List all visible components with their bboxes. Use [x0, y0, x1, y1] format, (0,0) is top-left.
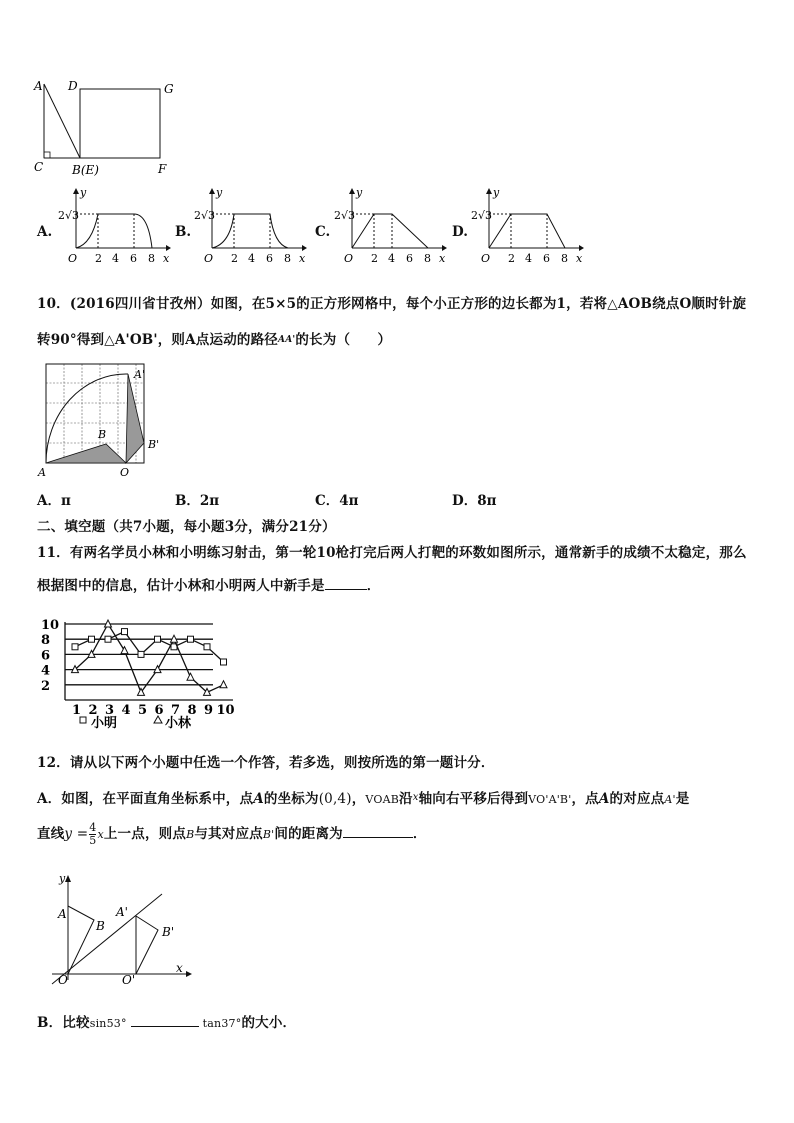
svg-text:6: 6 [130, 252, 137, 265]
legend-label-xiaolin: 小林 [165, 716, 192, 731]
x-tick-label: 5 [138, 703, 148, 718]
q11-line-chart [33, 610, 233, 740]
y-tick-label: 10 [41, 618, 60, 633]
svg-text:8: 8 [561, 252, 568, 265]
svg-text:O: O [204, 252, 214, 265]
q12-a-line2: 直线y = $\frac{4}{5}$ x上一点，则点B与其对应点B'间的距离为 ． [37, 821, 427, 847]
series-line-1 [75, 624, 224, 692]
svg-text:4: 4 [248, 252, 255, 265]
svg-text:2: 2 [231, 252, 238, 265]
label-G: G [164, 82, 174, 96]
top-figure [30, 76, 190, 180]
graph-option-a-letter[interactable]: A. [37, 224, 53, 240]
q10-line1: 10．(2016四川省甘孜州）如图，在5×5的正方形网格中，每个小正方形的边长都为1，若将△AOB绕点O顺时针旋 [37, 296, 747, 312]
svg-text:B: B [98, 428, 107, 441]
q11-line1: 11．有两名学员小林和小明练习射击，第一轮10枪打完后两人打靶的环数如图所示，通常新手的成绩不太稳定，那么 [37, 545, 747, 561]
q12-a-answer-blank[interactable] [343, 823, 413, 838]
section-heading: 二、填空题（共7小题，每小题3分，满分21分） [37, 519, 336, 535]
svg-text:O': O' [122, 973, 136, 987]
q10-option-d[interactable]: D．8π [452, 493, 497, 509]
q12-coordinate-figure [46, 872, 196, 987]
graph-option-b[interactable] [194, 186, 308, 270]
label-BE: B(E) [72, 163, 99, 177]
legend-label-xiaoming: 小明 [91, 716, 118, 731]
svg-text:x: x [299, 252, 306, 265]
svg-text:y: y [59, 872, 66, 885]
graph-option-a[interactable] [58, 186, 172, 270]
x-tick-label: 9 [204, 703, 214, 718]
svg-text:B: B [96, 919, 105, 933]
data-point-series-0 [188, 636, 194, 642]
series-line-0 [75, 632, 224, 662]
graph-option-c[interactable] [334, 186, 448, 270]
svg-text:8: 8 [148, 252, 155, 265]
data-point-series-0 [72, 644, 78, 650]
svg-text:O: O [120, 466, 130, 479]
svg-text:2: 2 [508, 252, 515, 265]
svg-text:y: y [80, 186, 87, 199]
svg-text:y: y [216, 186, 223, 199]
svg-text:6: 6 [543, 252, 550, 265]
svg-text:O: O [68, 252, 78, 265]
svg-text:O: O [481, 252, 491, 265]
label-A: A [34, 79, 43, 93]
y-tick-label: 2 [41, 678, 51, 694]
svg-text:4: 4 [388, 252, 395, 265]
data-point-series-1 [187, 673, 194, 680]
svg-text:A': A' [116, 905, 128, 919]
q12-b-answer-blank[interactable] [131, 1014, 199, 1027]
x-tick-label: 1 [72, 703, 82, 718]
svg-text:2√3: 2√3 [334, 209, 356, 222]
svg-text:2√3: 2√3 [471, 209, 493, 222]
svg-text:y: y [356, 186, 363, 199]
data-point-series-0 [105, 636, 111, 642]
data-point-series-0 [155, 636, 161, 642]
q12-b-line: B．比较sin53° tan37°的大小． [37, 1015, 297, 1031]
label-D: D [68, 79, 78, 93]
q12-a-line1: A．如图，在平面直角坐标系中，点A的坐标为(0,4)，VOAB沿x轴向右平移后得到VO'A'B'，点A的对应点A'是 [37, 791, 690, 807]
data-point-series-0 [89, 636, 95, 642]
svg-text:y: y [493, 186, 500, 199]
x-tick-label: 4 [121, 703, 131, 718]
data-point-series-0 [138, 651, 144, 657]
data-point-series-0 [204, 644, 210, 650]
svg-text:x: x [176, 961, 183, 975]
svg-text:6: 6 [406, 252, 413, 265]
svg-text:8: 8 [284, 252, 291, 265]
x-tick-label: 8 [187, 703, 197, 718]
graph-option-d[interactable] [471, 186, 585, 270]
svg-text:O: O [344, 252, 354, 265]
q10-grid-figure [34, 360, 164, 480]
q10-option-b[interactable]: B．2π [175, 493, 220, 509]
y-tick-label: 4 [41, 663, 51, 679]
q10-line2: 转90°得到△A'OB'，则A点运动的路径AA'的长为（ ） [37, 332, 392, 348]
svg-text:A: A [58, 907, 67, 921]
svg-text:O: O [58, 973, 68, 987]
q10-option-a[interactable]: A．π [37, 493, 71, 509]
svg-text:B': B' [148, 438, 160, 451]
svg-text:8: 8 [424, 252, 431, 265]
data-point-series-0 [122, 629, 128, 635]
svg-text:B': B' [162, 925, 175, 939]
data-point-series-0 [221, 659, 227, 665]
q11-line2: 根据图中的信息，估计小林和小明两人中新手是 ． [37, 578, 381, 594]
label-C: C [34, 160, 44, 174]
svg-text:A': A' [134, 368, 145, 381]
graph-option-b-letter[interactable]: B. [175, 224, 192, 240]
graph-option-c-letter[interactable]: C. [315, 224, 331, 240]
svg-text:x: x [163, 252, 170, 265]
svg-text:x: x [439, 252, 446, 265]
q10-option-c[interactable]: C．4π [315, 493, 359, 509]
label-F: F [158, 162, 167, 176]
svg-text:6: 6 [266, 252, 273, 265]
x-tick-label: 6 [154, 703, 164, 718]
svg-text:A: A [38, 466, 46, 479]
svg-text:x: x [576, 252, 583, 265]
svg-text:2√3: 2√3 [58, 209, 80, 222]
x-tick-label: 2 [88, 703, 98, 718]
graph-option-d-letter[interactable]: D. [452, 224, 468, 240]
y-tick-label: 8 [41, 633, 51, 649]
x-tick-label: 3 [105, 703, 115, 718]
x-tick-label: 10 [216, 703, 235, 718]
svg-text:2√3: 2√3 [194, 209, 216, 222]
svg-text:2: 2 [95, 252, 102, 265]
q11-answer-blank[interactable] [325, 577, 367, 590]
q12-intro: 12．请从以下两个小题中任选一个作答，若多选，则按所选的第一题计分． [37, 755, 495, 771]
svg-text:4: 4 [525, 252, 532, 265]
y-tick-label: 6 [41, 648, 51, 664]
svg-text:2: 2 [371, 252, 378, 265]
svg-text:4: 4 [112, 252, 119, 265]
data-point-series-1 [220, 681, 227, 688]
x-tick-label: 7 [171, 703, 181, 718]
